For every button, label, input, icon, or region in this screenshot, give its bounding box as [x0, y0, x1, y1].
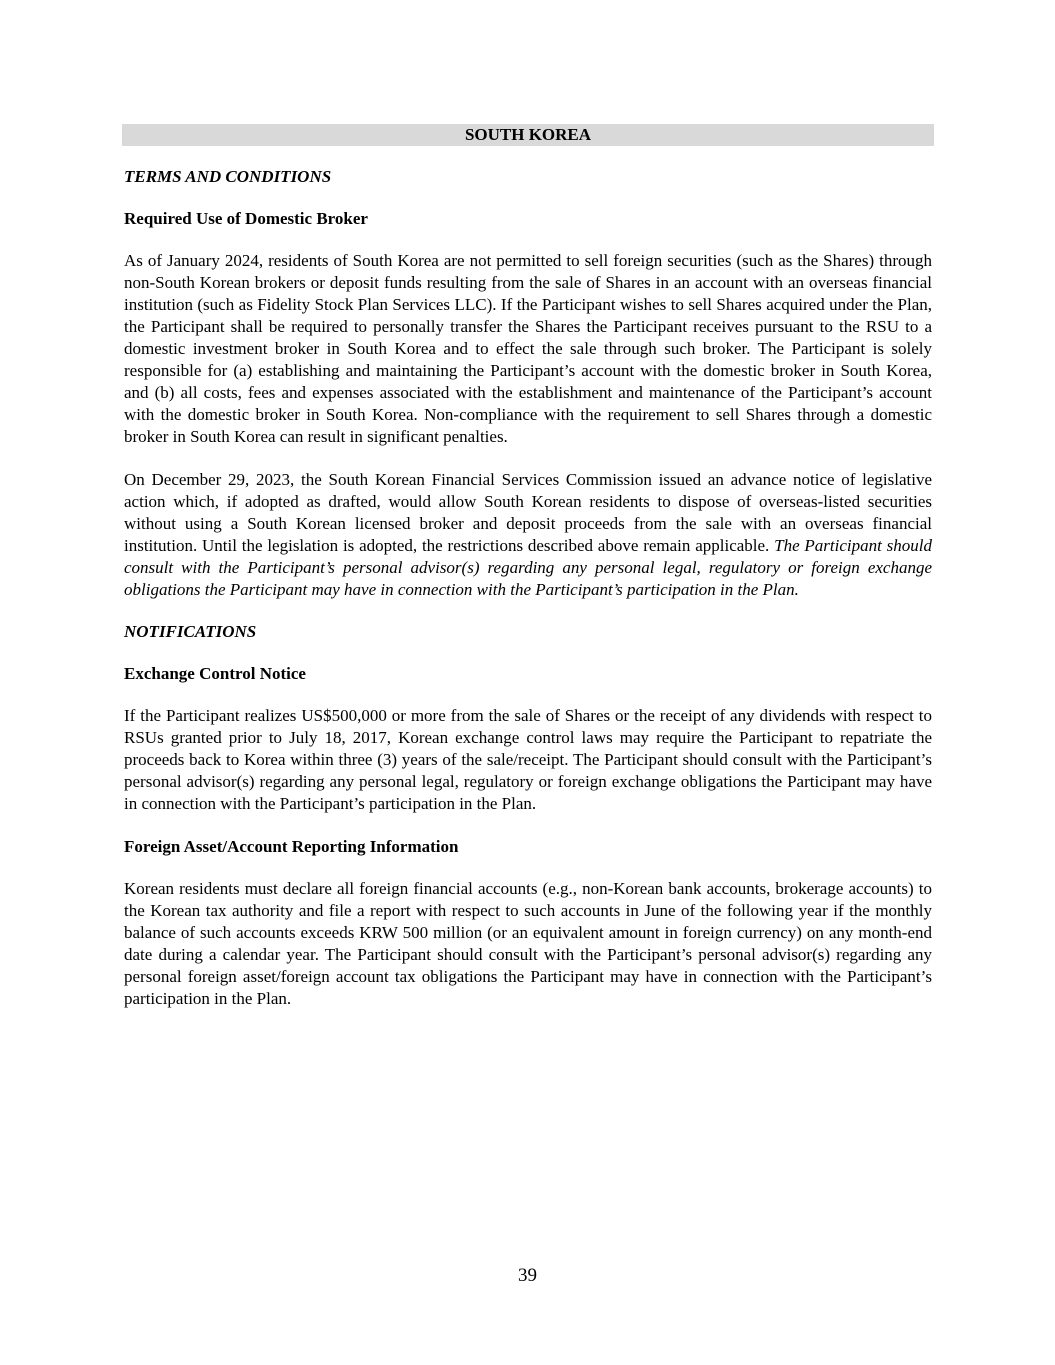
exchange-control-heading: Exchange Control Notice [124, 664, 306, 683]
country-heading-bar [122, 124, 934, 146]
exchange-control-paragraph: If the Participant realizes US$500,000 or more from the sale of Shares or the receipt of any dividends with respect to RSUs granted prior to July 18, 2017, Korean exchange control laws may require the Participant to repatriate the proceeds back to Korea within three (3) years of the sale/receipt. The Participant should consult with the Participant’s personal advisor(s) regarding any personal legal, regulatory or foreign exchange obligations the Participant may have in connection with the Participant’s participation in the Plan. [124, 706, 932, 813]
legislative-action-paragraph [124, 469, 932, 601]
foreign-asset-heading: Foreign Asset/Account Reporting Information [124, 837, 459, 856]
terms-and-conditions-heading: TERMS AND CONDITIONS [124, 167, 332, 186]
domestic-broker-heading: Required Use of Domestic Broker [124, 209, 368, 228]
page-number: 39 [518, 1265, 537, 1286]
notifications-heading: NOTIFICATIONS [124, 622, 257, 641]
document-body [124, 166, 932, 1010]
foreign-asset-paragraph: Korean residents must declare all foreign financial accounts (e.g., non-Korean bank accounts, brokerage accounts) to the Korean tax authority and file a report with respect to such accounts in June of the following year if the monthly balance of such accounts exceeds KRW 500 million (or an equivalent amount in foreign currency) on any month-end date during a calendar year. The Participant should consult with the Participant’s personal advisor(s) regarding any personal foreign asset/foreign account tax obligations the Participant may have in connection with the Participant’s participation in the Plan. [124, 879, 932, 1008]
advisor-consult-text: The Participant should consult with the Participant’s personal advisor(s) regarding any personal legal, regulatory or foreign exchange obligations the Participant may have in connection with the Participant’s participation in the Plan. [124, 536, 933, 599]
legislative-action-text: On December 29, 2023, the South Korean Financial Services Commission issued an advance notice of legislative action which, if adopted as drafted, would allow South Korean residents to dispose of overseas-listed securities without using a South Korean licensed broker and deposit proceeds from the sale with an overseas financial institution. Until the legislation is adopted, the restrictions described above remain applicable. [124, 470, 932, 555]
country-heading: SOUTH KOREA [464, 125, 592, 144]
domestic-broker-paragraph: As of January 2024, residents of South Korea are not permitted to sell foreign securities (such as the Shares) through non-South Korean brokers or deposit funds resulting from the sale of Shares in an account with an overseas financial institution (such as Fidelity Stock Plan Services LLC). If the Participant wishes to sell Shares acquired under the Plan, the Participant shall be required to personally transfer the Shares the Participant receives pursuant to the RSU to a domestic investment broker in South Korea and to effect the sale through such broker. The Participant is solely responsible for (a) establishing and maintaining the Participant’s account with the domestic broker in South Korea, and (b) all costs, fees and expenses associated with the establishment and maintenance of the Participant’s account with the domestic broker in South Korea. Non-compliance with the requirement to sell Shares through a domestic broker in South Korea can result in significant penalties. [124, 251, 932, 446]
